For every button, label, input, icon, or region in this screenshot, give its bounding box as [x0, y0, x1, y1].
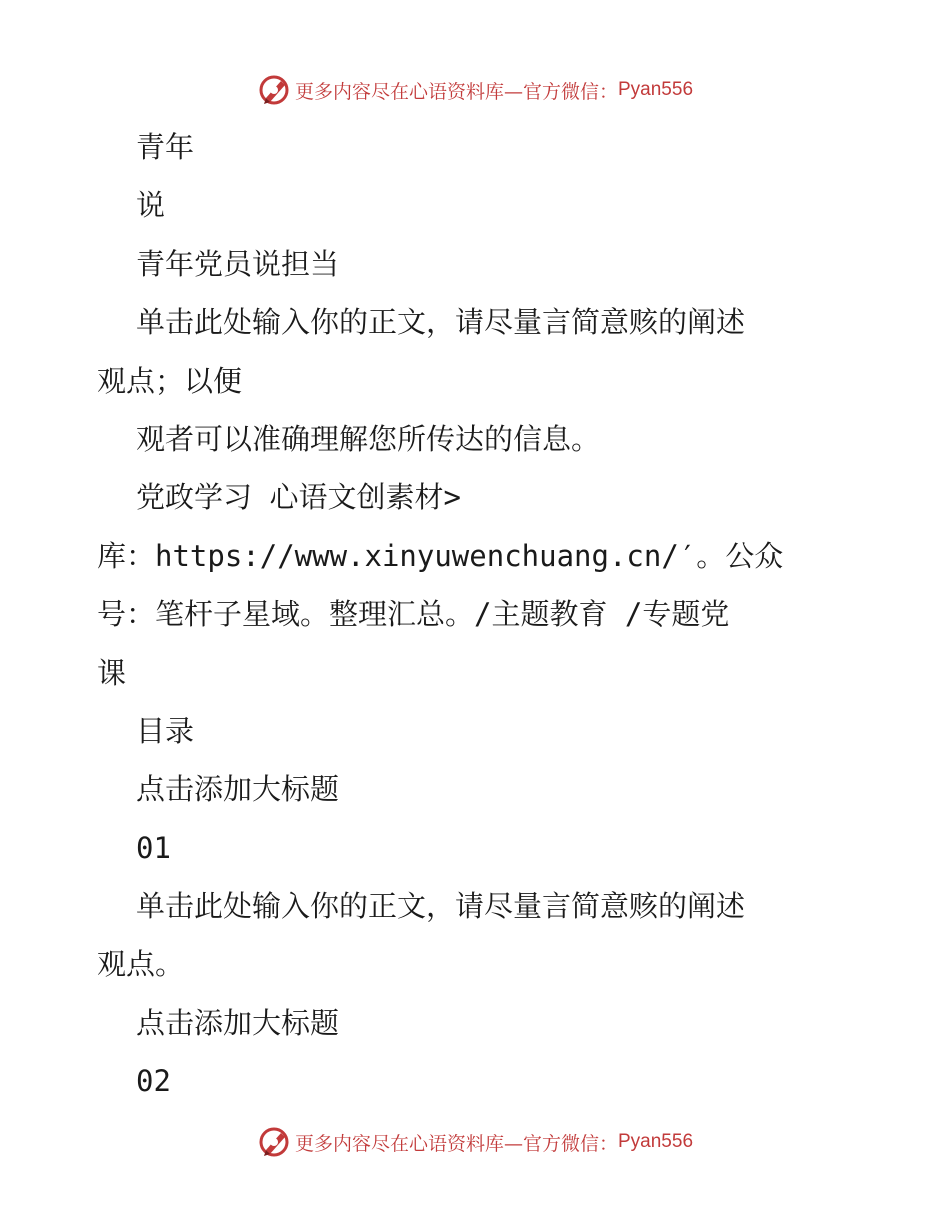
- text-line: 单击此处输入你的正文，请尽量言简意赅的阐述: [136, 305, 746, 340]
- text-line: 01: [136, 830, 171, 865]
- text-line: 党政学习 心语文创素材>: [136, 480, 461, 515]
- text-line: 青年: [136, 130, 195, 164]
- text-line: 号：笔杆子星域。整理汇总。/主题教育 /专题党: [97, 597, 730, 632]
- text-line: 02: [136, 1064, 171, 1099]
- text-line: 观点；以便: [97, 363, 243, 398]
- text-line: 点击添加大标题: [136, 772, 340, 807]
- header-banner-text: 更多内容尽在心语资料库—官方微信：: [294, 80, 618, 103]
- text-line: 观点。: [97, 947, 185, 982]
- footer-banner-text: 更多内容尽在心语资料库—官方微信：: [294, 1132, 618, 1155]
- header-wechat-id: Pyan556: [618, 79, 694, 100]
- text-line: 点击添加大标题: [136, 1005, 340, 1040]
- document-body: [97, 118, 867, 1111]
- text-line: 目录: [136, 713, 195, 748]
- text-line: 课: [97, 655, 127, 690]
- pen-logo-icon: [257, 73, 291, 107]
- footer-watermark-banner: [0, 1124, 950, 1160]
- header-watermark-banner: [0, 72, 950, 108]
- text-line: 青年党员说担当: [136, 246, 340, 281]
- text-line: 单击此处输入你的正文，请尽量言简意赅的阐述: [136, 889, 746, 924]
- footer-wechat-id: Pyan556: [618, 1131, 694, 1152]
- text-line: 观者可以准确理解您所传达的信息。: [136, 421, 601, 456]
- pen-logo-icon: [257, 1125, 291, 1159]
- text-line: 说: [136, 188, 166, 223]
- text-line: 库：https://www.xinyuwenchuang.cn/′。公众: [97, 538, 784, 573]
